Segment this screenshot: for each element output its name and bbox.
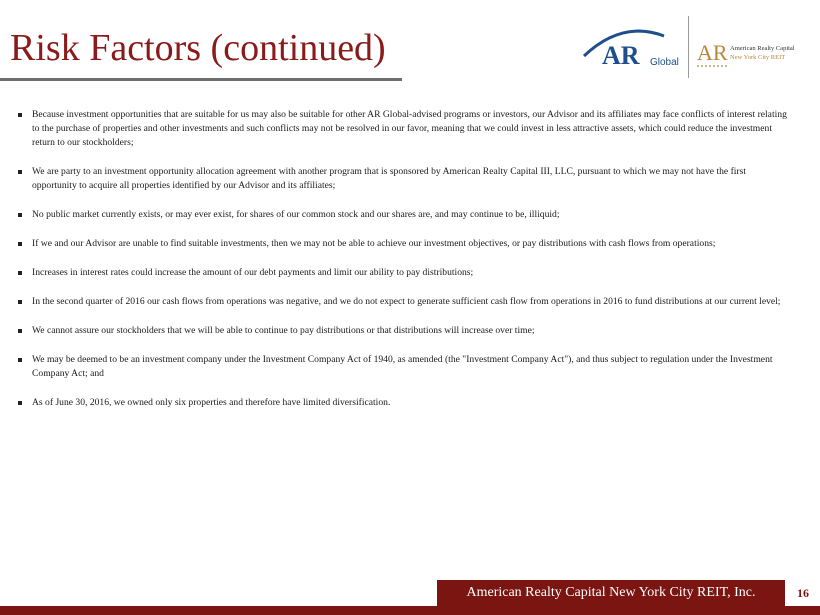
arc-ar-mark: AR (697, 40, 728, 65)
list-item (18, 237, 788, 251)
page-number: 16 (797, 586, 809, 600)
bullet-square-icon (18, 329, 22, 333)
bullet-text: In the second quarter of 2016 our cash flows from operations was negative, and we do not expect to generate sufficient cash flow from operations in 2016 to fund distributions at our current level; (32, 296, 781, 307)
bullet-square-icon (18, 300, 22, 304)
bullet-square-icon (18, 271, 22, 275)
risk-factor-list (18, 108, 788, 425)
bullet-text: Because investment opportunities that are suitable for us may also be suitable for other AR Global-advised programs or investors, our Advisor and its affiliates may face conflicts of interest relating to the purchase of properties and other investments and such conflicts may not be resolved in our favor, meaning that we could invest in less attractive assets, which could reduce the investment return to our stockholders; (32, 109, 787, 148)
list-item (18, 108, 788, 150)
list-item (18, 396, 788, 410)
list-item (18, 266, 788, 280)
bullet-text: No public market currently exists, or may ever exist, for shares of our common stock and our shares are, and may continue to be, illiquid; (32, 209, 560, 220)
logo-global-word: Global (650, 57, 679, 68)
bullet-square-icon (18, 401, 22, 405)
arc-line2: New York City REIT (730, 54, 786, 61)
bullet-text: We may be deemed to be an investment company under the Investment Company Act of 1940, as amended (the "Investment Company Act"), and thus subject to regulation under the Investment Company Act; and (32, 354, 773, 379)
title-underline (0, 78, 402, 81)
logo-ar-mark: AR (602, 41, 640, 68)
bullet-text: As of June 30, 2016, we owned only six properties and therefore have limited diversification. (32, 397, 391, 408)
bullet-square-icon (18, 113, 22, 117)
bullet-text: If we and our Advisor are unable to find suitable investments, then we may not be able to achieve our investment objectives, or pay distributions with cash flows from operations; (32, 238, 716, 249)
page-title: Risk Factors (continued) (10, 27, 386, 69)
footer-company-name: American Realty Capital New York City REIT, Inc. (437, 580, 785, 606)
bullet-text: We are party to an investment opportunity allocation agreement with another program that is sponsored by American Realty Capital III, LLC, pursuant to which we may not have the first opportunity to acquire all properties identified by our Advisor and its affiliates; (32, 166, 747, 191)
list-item (18, 295, 788, 309)
list-item (18, 165, 788, 193)
list-item (18, 208, 788, 222)
bullet-square-icon (18, 242, 22, 246)
bullet-square-icon (18, 170, 22, 174)
footer-band (0, 606, 820, 615)
ar-global-logo (582, 26, 682, 68)
arc-nyc-reit-logo (697, 38, 809, 70)
bullet-square-icon (18, 213, 22, 217)
list-item (18, 353, 788, 381)
arc-line1: American Realty Capital (730, 45, 795, 52)
list-item (18, 324, 788, 338)
logo-divider (688, 16, 689, 78)
bullet-square-icon (18, 358, 22, 362)
bullet-text: We cannot assure our stockholders that we will be able to continue to pay distributions or that distributions will increase over time; (32, 325, 535, 336)
bullet-text: Increases in interest rates could increase the amount of our debt payments and limit our ability to pay distributions; (32, 267, 474, 278)
